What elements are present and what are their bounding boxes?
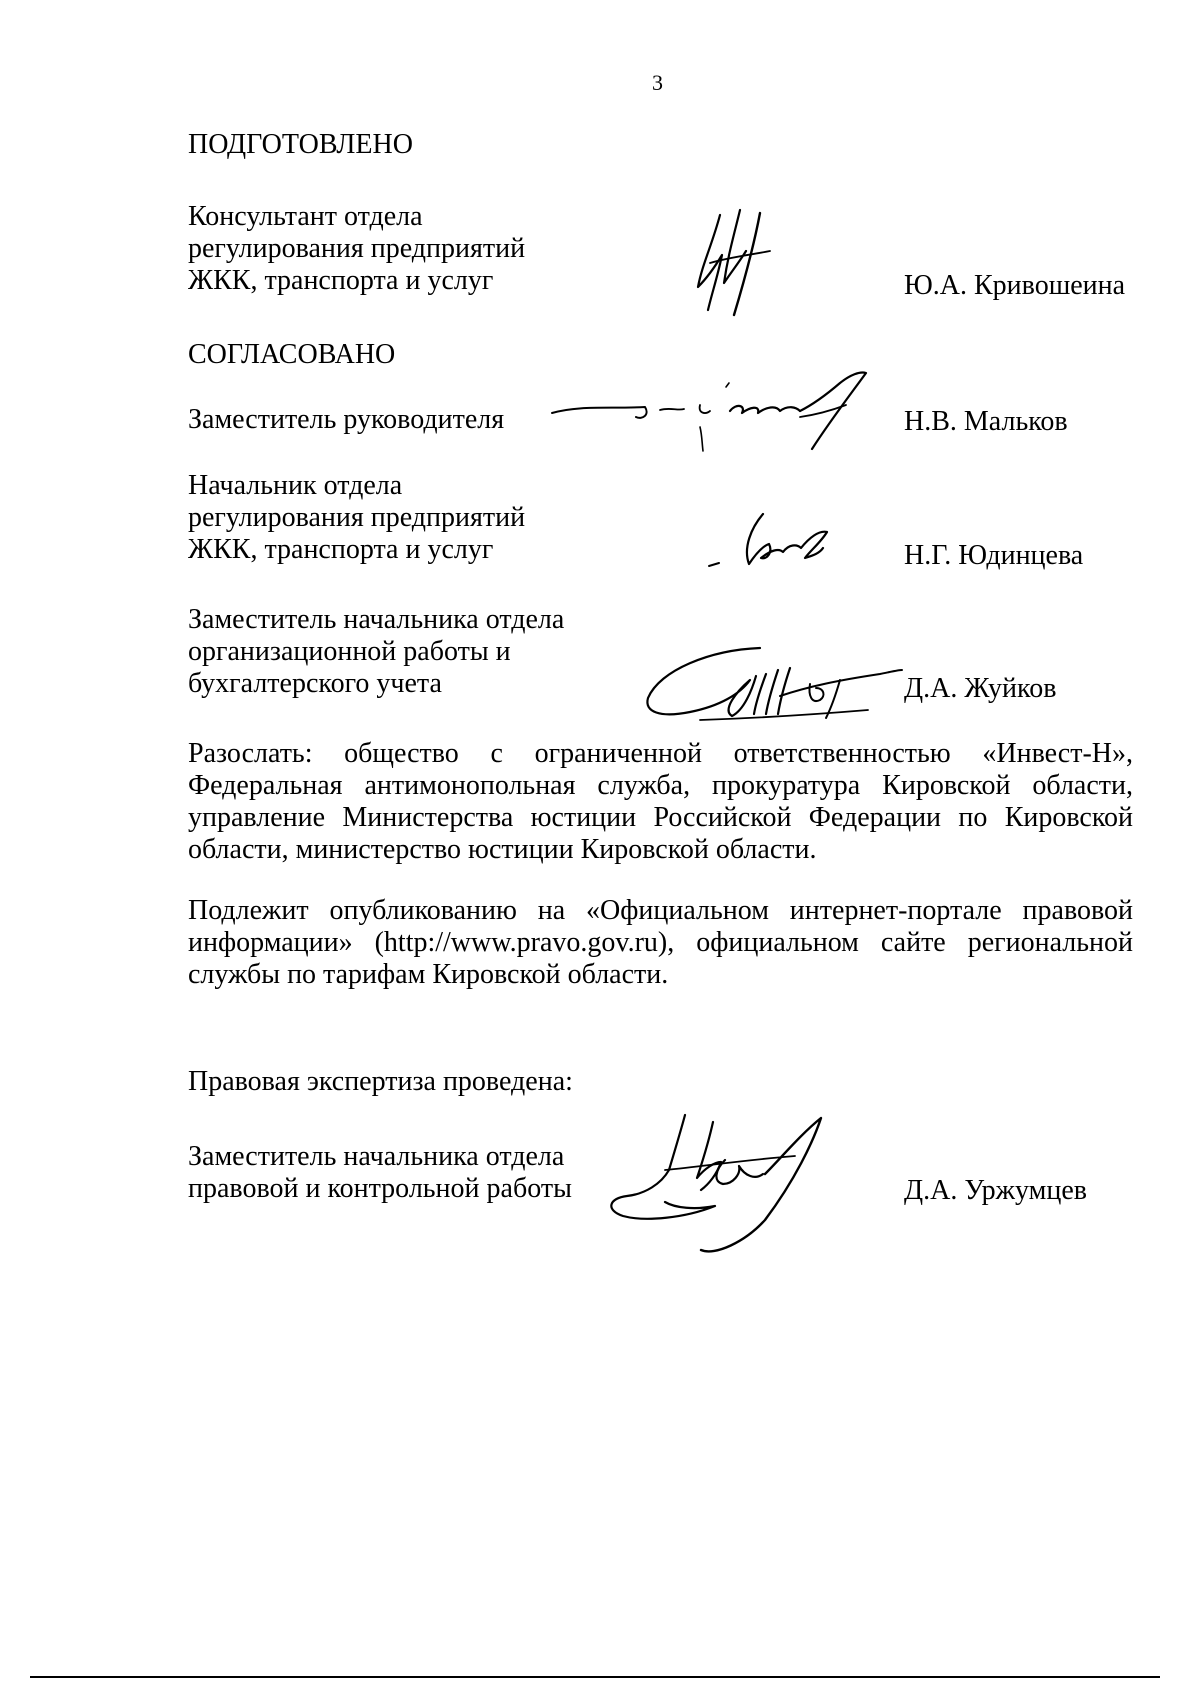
position-line: Заместитель начальника отдела bbox=[188, 604, 565, 635]
publication-line: службы по тарифам Кировской области. bbox=[188, 959, 669, 990]
position-line: Заместитель руководителя bbox=[188, 404, 505, 435]
position-line: регулирования предприятий bbox=[188, 502, 526, 533]
position-line: Заместитель начальника отдела bbox=[188, 1141, 565, 1172]
page-number: 3 bbox=[652, 70, 663, 95]
distribution-line: Федеральная антимонопольная служба, прокуратура Кировской области, bbox=[188, 770, 1133, 801]
distribution-list bbox=[188, 738, 1133, 866]
agreed-position bbox=[188, 470, 525, 566]
publication-note bbox=[188, 895, 1133, 991]
position-line: ЖКК, транспорта и услуг bbox=[188, 534, 494, 565]
position-line: бухгалтерского учета bbox=[188, 668, 442, 699]
agreed-position bbox=[188, 404, 504, 436]
signature-yudintseva bbox=[705, 508, 845, 578]
signature-malkov bbox=[550, 365, 880, 465]
agreed-position bbox=[188, 604, 564, 700]
position-line: Начальник отдела bbox=[188, 470, 403, 501]
position-line: регулирования предприятий bbox=[188, 233, 526, 264]
legal-review-heading: Правовая экспертиза проведена: bbox=[188, 1066, 573, 1097]
signatory-name: Ю.А. Кривошеина bbox=[904, 270, 1126, 301]
legal-review-position bbox=[188, 1141, 572, 1205]
distribution-line: управление Министерства юстиции Российской Федерации по Кировской bbox=[188, 802, 1133, 833]
signature-krivosheina bbox=[690, 205, 790, 320]
position-line: Консультант отдела bbox=[188, 201, 423, 232]
signatory-name: Д.А. Жуйков bbox=[904, 673, 1057, 704]
publication-line: информации» (http://www.pravo.gov.ru), официальном сайте региональной bbox=[188, 927, 1133, 958]
signatory-name: Н.В. Мальков bbox=[904, 406, 1068, 437]
signatory-name: Н.Г. Юдинцева bbox=[904, 540, 1084, 571]
bottom-rule bbox=[30, 1676, 1160, 1678]
prepared-position bbox=[188, 201, 525, 297]
publication-line: Подлежит опубликованию на «Официальном интернет-портале правовой bbox=[188, 895, 1133, 926]
signature-urzhumtsev bbox=[605, 1110, 855, 1260]
agreed-heading: СОГЛАСОВАНО bbox=[188, 339, 396, 370]
distribution-line: области, министерство юстиции Кировской области. bbox=[188, 834, 817, 865]
signatory-name: Д.А. Уржумцев bbox=[904, 1175, 1088, 1206]
distribution-line: Разослать: общество с ограниченной ответственностью «Инвест-Н», bbox=[188, 738, 1133, 769]
position-line: ЖКК, транспорта и услуг bbox=[188, 265, 494, 296]
prepared-heading: ПОДГОТОВЛЕНО bbox=[188, 129, 413, 160]
position-line: организационной работы и bbox=[188, 636, 511, 667]
signature-zhuikov bbox=[640, 640, 910, 730]
position-line: правовой и контрольной работы bbox=[188, 1173, 572, 1204]
